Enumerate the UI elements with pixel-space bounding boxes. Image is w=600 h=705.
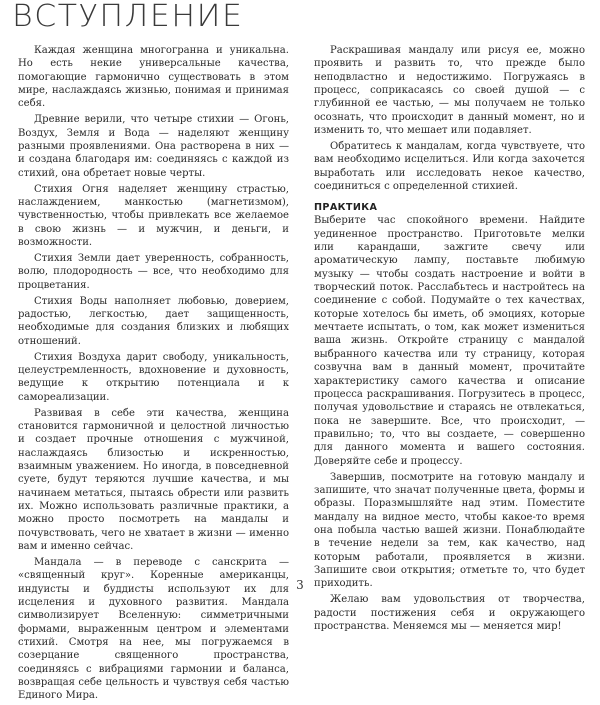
paragraph: Мандала — в переводе с санскрита — «священный круг». Коренные американцы, индуисты и буддисты используют их для исцеления и духовного развития. Мандала символизирует Вселенную: симметричными формами, выраженным центром и элементами стихий. Смотря на нее, мы погружаемся в созерцание священного пространства, соединяясь с вибрациями гармонии и баланса, возвращая себе цельность и чувствуя себя частью Единого Мира.	[18, 556, 289, 702]
left-column	[18, 44, 289, 705]
paragraph: Выберите час спокойного времени. Найдите уединенное пространство. Приготовьте мелки или карандаши, зажгите свечу или ароматическую лампу, поставьте любимую музыку — чтобы создать настроение и войти в творческий поток. Расслабьтесь и настройтесь на соединение с собой. Подумайте о тех качествах, которые хотелось бы иметь, об эмоциях, которые мечтаете испытать, о том, как может измениться ваша жизнь. Откройте страницу с мандалой выбранного качества или ту страницу, которая созвучна вам в данный момент, прочитайте характеристику самого качества и описание процесса раскрашивания. Погрузитесь в процесс, получая удовольствие и стараясь не отвлекаться, пока не завершите. Все, что происходит, — правильно; то, что вы создаете, — совершенно для данного момента и вашего состояния. Доверяйте себе и процессу.	[314, 215, 585, 467]
page-title: ВСТУПЛЕНИЕ	[12, 0, 244, 34]
paragraph: Стихия Воздуха дарит свободу, уникальность, целеустремленность, вдохновение и духовность, ведущие к открытию потенциала и к самореализации.	[18, 351, 289, 403]
section-heading-practice: ПРАКТИКА	[314, 202, 378, 214]
right-column	[314, 44, 585, 636]
paragraph: Стихия Воды наполняет любовью, доверием, радостью, легкостью, дает защищенность, необходимые для создания близких и любящих отношений.	[18, 295, 289, 347]
paragraph: Завершив, посмотрите на готовую мандалу и запишите, что значат полученные цвета, формы и образы. Поразмышляйте над этим. Поместите мандалу на видное место, чтобы какое-то время она побыла частью вашей жизни. Понаблюдайте в течение недели за тем, как качество, над которым работали, проявляется в жизни. Запишите свои открытия; отметьте то, что будет приходить.	[314, 471, 585, 590]
paragraph: Стихия Земли дает уверенность, собранность, волю, плодородность — все, что необходимо для процветания.	[18, 252, 289, 291]
paragraph: Стихия Огня наделяет женщину страстью, наслаждением, манкостью (магнетизмом), чувственностью, чтобы привлекать все желаемое в свою жизнь — и мужчин, и деньги, и возможности.	[18, 183, 289, 248]
paragraph: Каждая женщина многогранна и уникальна. Но есть некие универсальные качества, помогающие гармонично существовать в этом мире, наслаждаясь жизнью, понимая и принимая себя.	[18, 45, 289, 110]
paragraph: Развивая в себе эти качества, женщина становится гармоничной и целостной личностью и создает прочные отношения с мужчиной, наслаждаясь близостью и искренностью, взаимным уважением. Но иногда, в повседневной суете, будут теряются лучшие качества, и мы начинаем метаться, пытаясь обрести или развить их. Можно использовать различные практики, а можно просто посмотреть на мандалы и почувствовать, чего не хватает в жизни — именно вам и именно сейчас.	[18, 407, 289, 552]
paragraph: Раскрашивая мандалу или рисуя ее, можно проявить и развить то, что прежде было неподвластно и недостижимо. Погружаясь в процесс, соприкасаясь со своей душой — с глубинной ее частью, — мы получаем не только осознать, что происходит в данный момент, но и изменить то, что мешает или подавляет.	[314, 45, 585, 137]
paragraph: Обратитесь к мандалам, когда чувствуете, что вам необходимо исцелиться. Или когда захочется выработать или исследовать некое качество, соединиться с определенной стихией.	[314, 141, 585, 193]
paragraph: Древние верили, что четыре стихии — Огонь, Воздух, Земля и Вода — наделяют женщину разными проявлениями. Она растворена в них — и создана благодаря им: соединяясь с каждой из стихий, она обретает новые черты.	[18, 114, 289, 179]
page-number: 3	[296, 578, 304, 592]
paragraph: Желаю вам удовольствия от творчества, радости постижения себя и окружающего пространства. Меняемся мы — меняется мир!	[314, 594, 585, 632]
